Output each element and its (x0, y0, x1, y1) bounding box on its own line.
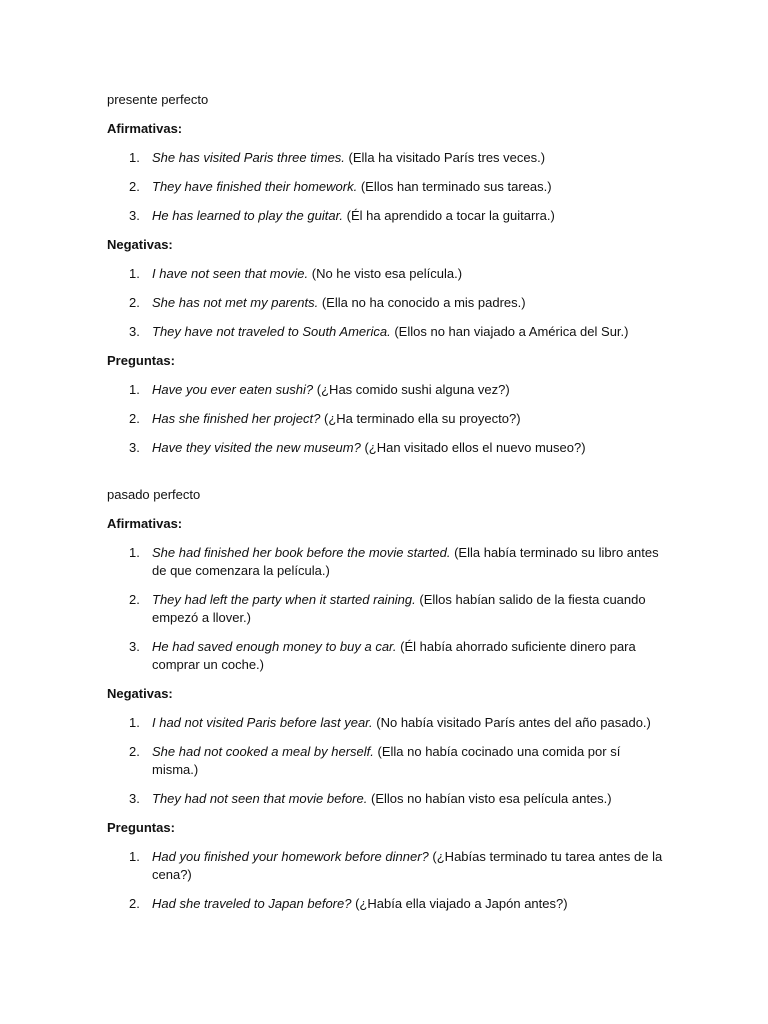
example-list (107, 714, 667, 808)
english-sentence: She has visited Paris three times. (152, 150, 345, 165)
english-sentence: Have you ever eaten sushi? (152, 382, 314, 397)
list-item (107, 178, 667, 196)
item-number: 2. (129, 744, 140, 759)
item-number: 3. (129, 324, 140, 339)
list-item (107, 895, 667, 913)
list-item (107, 294, 667, 312)
list-item (107, 743, 667, 779)
english-sentence: He has learned to play the guitar. (152, 208, 344, 223)
english-sentence: He had saved enough money to buy a car. (152, 639, 397, 654)
item-number: 2. (129, 295, 140, 310)
spanish-translation: (Ella no ha conocido a mis padres.) (321, 295, 526, 310)
item-number: 1. (129, 266, 140, 281)
item-number: 2. (129, 411, 140, 426)
section-title: presente perfecto (107, 92, 209, 107)
item-number: 2. (129, 896, 140, 911)
example-list (107, 848, 667, 913)
section (107, 486, 667, 913)
spanish-translation: (¿Habías terminado tu tarea antes de la cena?) (152, 849, 663, 882)
list-item (107, 848, 667, 884)
list-item (107, 591, 667, 627)
spanish-translation: (Ella había terminado su libro antes de que comenzara la película.) (152, 545, 659, 578)
english-sentence: Has she finished her project? (152, 411, 321, 426)
group-heading: Afirmativas: (107, 516, 183, 531)
list-item (107, 439, 667, 457)
english-sentence: They had left the party when it started raining. (152, 592, 416, 607)
english-sentence: Have they visited the new museum? (152, 440, 361, 455)
document-page (107, 91, 667, 913)
item-number: 3. (129, 791, 140, 806)
item-number: 3. (129, 208, 140, 223)
spanish-translation: (¿Han visitado ellos el nuevo museo?) (364, 440, 586, 455)
example-list (107, 544, 667, 674)
item-number: 2. (129, 592, 140, 607)
item-number: 3. (129, 639, 140, 654)
english-sentence: They have not traveled to South America. (152, 324, 391, 339)
english-sentence: She has not met my parents. (152, 295, 319, 310)
spanish-translation: (Ellos habían salido de la fiesta cuando empezó a llover.) (152, 592, 646, 625)
spanish-translation: (¿Había ella viajado a Japón antes?) (355, 896, 568, 911)
list-item (107, 410, 667, 428)
item-number: 1. (129, 150, 140, 165)
spanish-translation: (Ellos no habían visto esa película antes.) (370, 791, 612, 806)
group-heading: Preguntas: (107, 820, 175, 835)
group-heading: Negativas: (107, 686, 173, 701)
group-heading: Afirmativas: (107, 121, 183, 136)
spanish-translation: (Él ha aprendido a tocar la guitarra.) (346, 208, 555, 223)
list-item (107, 149, 667, 167)
item-number: 1. (129, 849, 140, 864)
group-heading: Preguntas: (107, 353, 175, 368)
spanish-translation: (Ellos han terminado sus tareas.) (360, 179, 552, 194)
item-number: 3. (129, 440, 140, 455)
english-sentence: She had not cooked a meal by herself. (152, 744, 374, 759)
item-number: 1. (129, 382, 140, 397)
english-sentence: Had you finished your homework before dinner? (152, 849, 429, 864)
spanish-translation: (¿Ha terminado ella su proyecto?) (324, 411, 521, 426)
list-item (107, 714, 667, 732)
list-item (107, 323, 667, 341)
spanish-translation: (No había visitado París antes del año pasado.) (376, 715, 651, 730)
item-number: 2. (129, 179, 140, 194)
english-sentence: Had she traveled to Japan before? (152, 896, 352, 911)
spanish-translation: (No he visto esa película.) (311, 266, 463, 281)
item-number: 1. (129, 545, 140, 560)
english-sentence: They had not seen that movie before. (152, 791, 368, 806)
example-list (107, 381, 667, 457)
list-item (107, 544, 667, 580)
group-heading: Negativas: (107, 237, 173, 252)
english-sentence: I had not visited Paris before last year. (152, 715, 373, 730)
example-list (107, 265, 667, 341)
list-item (107, 638, 667, 674)
list-item (107, 207, 667, 225)
english-sentence: She had finished her book before the movie started. (152, 545, 451, 560)
spanish-translation: (Él había ahorrado suficiente dinero para comprar un coche.) (152, 639, 636, 672)
spanish-translation: (¿Has comido sushi alguna vez?) (316, 382, 510, 397)
spanish-translation: (Ella ha visitado París tres veces.) (348, 150, 546, 165)
spanish-translation: (Ellos no han viajado a América del Sur.) (394, 324, 629, 339)
section (107, 91, 667, 457)
section-title: pasado perfecto (107, 487, 201, 502)
list-item (107, 790, 667, 808)
example-list (107, 149, 667, 225)
list-item (107, 265, 667, 283)
english-sentence: I have not seen that movie. (152, 266, 309, 281)
list-item (107, 381, 667, 399)
item-number: 1. (129, 715, 140, 730)
english-sentence: They have finished their homework. (152, 179, 358, 194)
spanish-translation: (Ella no había cocinado una comida por sí misma.) (152, 744, 621, 777)
